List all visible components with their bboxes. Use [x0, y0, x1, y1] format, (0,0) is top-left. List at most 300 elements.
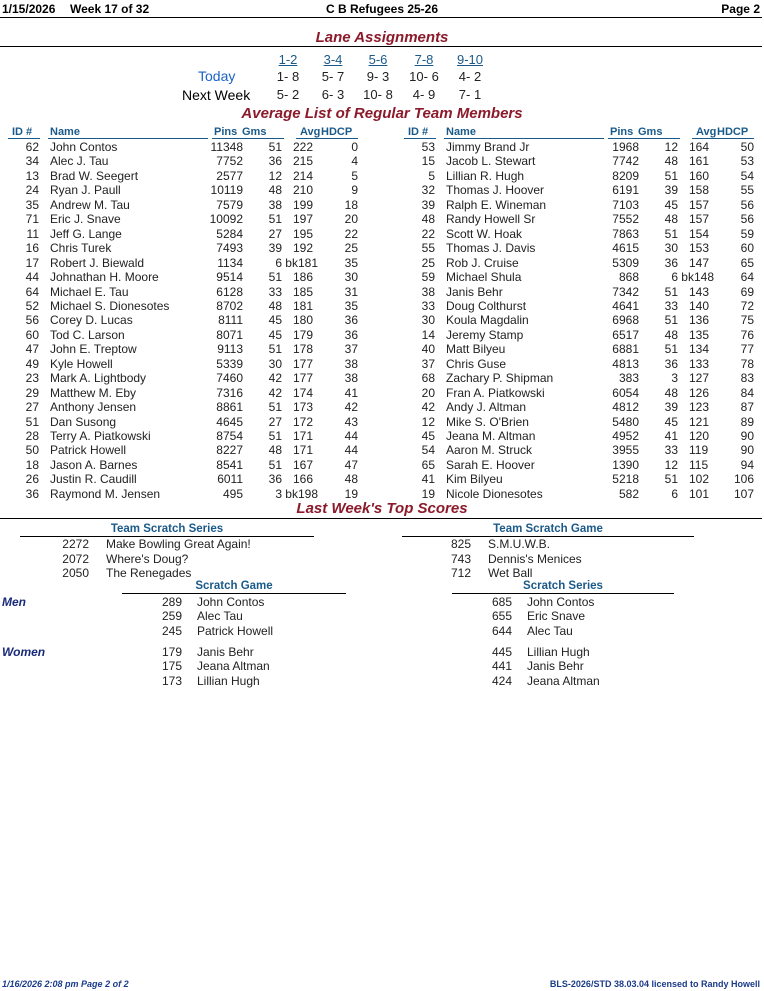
column-underline — [8, 138, 40, 139]
women-game-score: 179 — [161, 645, 182, 659]
bowler-name: Aaron M. Struck — [446, 443, 533, 458]
bowler-average: 135 — [689, 327, 710, 342]
bowler-games: 6 — [671, 270, 678, 285]
bowler-handicap: 90 — [740, 429, 754, 443]
bowler-average: 153 — [689, 241, 710, 256]
bowler-games: 33 — [664, 298, 678, 313]
id-column-header: ID # — [12, 126, 33, 138]
bowler-handicap: 76 — [740, 327, 754, 342]
bowler-average: 178 — [293, 342, 314, 357]
team-series-name: Where's Doug? — [106, 551, 189, 566]
bowler-games: 51 — [268, 270, 282, 285]
bowler-id: 52 — [25, 298, 39, 313]
bowler-id: 30 — [421, 313, 435, 328]
bowler-id: 40 — [421, 342, 435, 357]
bowler-games: 36 — [664, 356, 678, 371]
lane-pair-header: 7-8 — [414, 52, 434, 67]
table-row — [0, 299, 368, 313]
table-row — [0, 357, 368, 371]
id-column-header: ID # — [408, 126, 429, 138]
men-label: Men — [2, 595, 26, 609]
table-row — [0, 285, 368, 299]
bowler-pins: 5218 — [612, 472, 639, 487]
table-row — [396, 241, 764, 255]
bowler-handicap: 50 — [740, 140, 754, 154]
bowler-average: 199 — [293, 197, 314, 212]
bowler-games: 45 — [664, 414, 678, 429]
table-row — [0, 458, 368, 472]
bowler-name: Johnathan H. Moore — [50, 270, 159, 285]
women-game-name: Jeana Altman — [197, 659, 270, 674]
bowler-name: Kim Bilyeu — [446, 472, 503, 487]
print-info: 1/16/2026 2:08 pm Page 2 of 2 — [2, 979, 129, 989]
bowler-average: 101 — [689, 486, 710, 501]
bowler-handicap: 19 — [344, 486, 358, 501]
bowler-average: 115 — [689, 457, 709, 472]
table-row — [0, 270, 368, 284]
bowler-average: 179 — [293, 327, 314, 342]
bowler-handicap: 35 — [344, 298, 358, 313]
table-row — [0, 400, 368, 414]
table-row — [0, 415, 368, 429]
bowler-name: Jeana M. Altman — [446, 429, 536, 443]
column-underline — [608, 138, 680, 139]
bowler-games: 30 — [268, 356, 282, 371]
bowler-games: 39 — [268, 241, 282, 256]
bowler-handicap: 36 — [344, 327, 358, 342]
bowler-id: 28 — [25, 429, 39, 443]
bowler-average: 167 — [293, 457, 314, 472]
bowler-name: Thomas J. Davis — [446, 241, 536, 256]
bowler-average: 171 — [293, 429, 314, 443]
women-series-score: 424 — [491, 673, 512, 688]
lane-today-value: 9- 3 — [366, 69, 390, 84]
bowler-games: 3 — [275, 486, 282, 501]
bowler-name: Chris Turek — [50, 241, 112, 256]
table-row — [396, 154, 764, 168]
table-row — [396, 472, 764, 486]
bowler-id: 18 — [25, 457, 39, 472]
bowler-handicap: 53 — [740, 154, 754, 169]
men-series-name: Eric Snave — [527, 609, 586, 624]
bowler-id: 29 — [25, 385, 39, 400]
lane-divider — [0, 46, 762, 47]
column-underline — [296, 138, 358, 139]
bowler-id: 11 — [26, 226, 39, 241]
bowler-id: 62 — [25, 140, 39, 154]
lane-pair-header: 3-4 — [323, 52, 343, 67]
bowler-handicap: 59 — [740, 226, 754, 241]
bowler-name: Kyle Howell — [50, 356, 113, 371]
bowler-handicap: 48 — [344, 472, 358, 487]
hdcp-column-header: HDCP — [321, 126, 353, 138]
bowler-handicap: 38 — [344, 356, 358, 371]
bowler-pins: 7316 — [216, 385, 243, 400]
bowler-id: 55 — [421, 241, 435, 256]
bowler-handicap: 38 — [344, 371, 358, 386]
bowler-id: 20 — [421, 385, 435, 400]
bowler-name: Anthony Jensen — [50, 400, 137, 415]
bowler-games: 6 — [275, 255, 282, 270]
column-underline — [444, 138, 604, 139]
bowler-pins: 4813 — [612, 356, 639, 371]
bowler-pins: 6881 — [612, 342, 639, 357]
bowler-pins: 8227 — [216, 443, 243, 458]
bowler-games: 3 — [671, 371, 678, 386]
lane-today-value: 10- 6 — [409, 69, 439, 84]
bowler-handicap: 69 — [740, 284, 754, 299]
bowler-average: bk181 — [285, 255, 318, 270]
column-underline — [212, 138, 284, 139]
page-number: Page 2 — [721, 2, 760, 16]
bowler-pins: 5309 — [612, 255, 639, 270]
bowler-average: 185 — [293, 284, 314, 299]
bowler-games: 48 — [664, 154, 678, 169]
bowler-id: 59 — [421, 270, 435, 285]
bowler-handicap: 56 — [740, 212, 754, 227]
bowler-pins: 8702 — [216, 298, 243, 313]
table-row — [396, 212, 764, 226]
bowler-name: Andy J. Altman — [446, 400, 527, 415]
lane-next-value: 6- 3 — [321, 87, 345, 102]
bowler-games: 42 — [268, 371, 282, 386]
bowler-id: 14 — [421, 327, 435, 342]
bowler-id: 51 — [25, 414, 39, 429]
bowler-handicap: 18 — [344, 197, 358, 212]
bowler-average: 158 — [689, 183, 710, 198]
bowler-handicap: 4 — [351, 154, 358, 169]
bowler-average: 127 — [689, 371, 710, 386]
bowler-average: 171 — [293, 443, 314, 458]
bowler-average: 121 — [689, 414, 710, 429]
lane-next-value: 5- 2 — [276, 87, 300, 102]
bowler-id: 24 — [25, 183, 39, 198]
bowler-id: 19 — [421, 486, 435, 501]
bowler-id: 65 — [421, 457, 435, 472]
table-row — [396, 357, 764, 371]
bowler-id: 16 — [25, 241, 39, 256]
bowler-games: 51 — [268, 140, 282, 154]
bowler-handicap: 56 — [740, 197, 754, 212]
lane-next-value: 4- 9 — [412, 87, 436, 102]
bowler-name: Scott W. Hoak — [446, 226, 523, 241]
bowler-games: 41 — [664, 429, 678, 443]
bowler-id: 38 — [421, 284, 435, 299]
bowler-name: Robert J. Biewald — [50, 255, 145, 270]
bowler-average: 195 — [293, 226, 314, 241]
bowler-pins: 7342 — [612, 284, 639, 299]
bowler-name: Doug Colthurst — [446, 298, 527, 313]
bowler-pins: 582 — [618, 486, 639, 501]
bowler-games: 39 — [664, 400, 678, 415]
women-game-score: 175 — [161, 659, 182, 674]
table-row — [396, 169, 764, 183]
men-game-name: Alec Tau — [197, 609, 243, 624]
table-row — [396, 342, 764, 356]
bowler-name: Jason A. Barnes — [50, 457, 138, 472]
bowler-pins: 5284 — [216, 226, 243, 241]
bowler-name: Ryan J. Paull — [50, 183, 121, 198]
bowler-name: Tod C. Larson — [50, 327, 125, 342]
bowler-name: Fran A. Piatkowski — [446, 385, 545, 400]
bowler-pins: 6517 — [612, 327, 639, 342]
table-row — [396, 285, 764, 299]
table-row — [0, 241, 368, 255]
bowler-average: 197 — [293, 212, 314, 227]
bowler-average: 222 — [293, 140, 314, 154]
bowler-id: 22 — [421, 226, 435, 241]
table-row — [0, 371, 368, 385]
bowler-id: 44 — [25, 270, 39, 285]
bowler-games: 51 — [268, 457, 282, 472]
table-row — [396, 313, 764, 327]
bowler-id: 34 — [25, 154, 39, 169]
bowler-name: Brad W. Seegert — [50, 168, 139, 183]
table-row — [0, 313, 368, 327]
bowler-games: 12 — [268, 168, 282, 183]
bowler-games: 12 — [664, 140, 678, 154]
men-series-score: 655 — [491, 609, 512, 624]
bowler-pins: 4615 — [612, 241, 639, 256]
table-row — [0, 342, 368, 356]
bowler-pins: 6011 — [217, 472, 243, 487]
bowler-id: 23 — [25, 371, 39, 386]
women-game-name: Janis Behr — [197, 645, 254, 659]
license-info: BLS-2026/STD 38.03.04 licensed to Randy Howell — [549, 979, 760, 989]
women-series-score: 441 — [491, 659, 512, 674]
team-game-name: S.M.U.W.B. — [488, 537, 551, 551]
table-row — [396, 270, 764, 284]
bowler-average: 136 — [689, 313, 710, 328]
bowler-pins: 7752 — [216, 154, 243, 169]
top-scores-divider — [0, 518, 762, 519]
bowler-name: Raymond M. Jensen — [50, 486, 161, 501]
bowler-average: 123 — [689, 400, 710, 415]
bowler-average: 173 — [293, 400, 314, 415]
bowler-handicap: 106 — [733, 472, 754, 487]
bowler-handicap: 55 — [740, 183, 754, 198]
bowler-pins: 4641 — [612, 298, 639, 313]
bowler-name: Michael E. Tau — [50, 284, 129, 299]
bowler-average: 120 — [689, 429, 710, 443]
lane-assignments-title: Lane Assignments — [315, 29, 449, 46]
bowler-games: 51 — [268, 400, 282, 415]
women-series-name: Janis Behr — [527, 659, 584, 674]
bowler-name: John E. Treptow — [50, 342, 137, 357]
table-row — [0, 212, 368, 226]
bowler-games: 45 — [268, 313, 282, 328]
bowler-name: Dan Susong — [50, 414, 117, 429]
men-series-score: 685 — [491, 595, 512, 609]
bowler-pins: 2577 — [216, 168, 243, 183]
bowler-handicap: 60 — [740, 241, 754, 256]
bowler-id: 32 — [421, 183, 435, 198]
bowler-average: 192 — [293, 241, 314, 256]
lane-today-value: 1- 8 — [276, 69, 300, 84]
table-row — [0, 140, 368, 154]
bowler-id: 47 — [25, 342, 39, 357]
bowler-pins: 4952 — [612, 429, 639, 443]
avg-column-header: Avg — [300, 126, 321, 138]
table-row — [0, 154, 368, 168]
bowler-average: 147 — [689, 255, 710, 270]
team-game-score: 825 — [450, 537, 471, 551]
bowler-pins: 383 — [618, 371, 639, 386]
bowler-handicap: 65 — [740, 255, 754, 270]
bowler-handicap: 44 — [344, 443, 358, 458]
bowler-pins: 9514 — [216, 270, 243, 285]
bowler-handicap: 44 — [344, 429, 358, 443]
table-row — [0, 198, 368, 212]
bowler-id: 54 — [421, 443, 435, 458]
bowler-handicap: 31 — [344, 284, 358, 299]
pins-column-header: Pins — [610, 126, 634, 138]
team-game-name: Dennis's Menices — [488, 551, 582, 566]
today-label: Today — [198, 68, 236, 84]
table-row — [0, 227, 368, 241]
bowler-name: Mark A. Lightbody — [50, 371, 147, 386]
table-row — [0, 169, 368, 183]
pins-column-header: Pins — [214, 126, 238, 138]
men-game-score: 245 — [161, 623, 182, 638]
lane-today-value: 4- 2 — [458, 69, 482, 84]
bowler-pins: 1134 — [217, 255, 243, 270]
column-underline — [692, 138, 754, 139]
bowler-average: 181 — [293, 298, 314, 313]
bowler-handicap: 83 — [740, 371, 754, 386]
bowler-id: 41 — [421, 472, 435, 487]
team-series-score: 2072 — [62, 551, 89, 566]
average-list-title: Average List of Regular Team Members — [241, 105, 523, 122]
games-column-header: Gms — [638, 126, 663, 138]
team-game-name: Wet Ball — [488, 566, 533, 580]
team-series-score: 2050 — [62, 566, 89, 580]
women-series-name: Lillian Hugh — [527, 645, 590, 659]
bowler-handicap: 78 — [740, 356, 754, 371]
bowler-handicap: 84 — [740, 385, 754, 400]
table-row — [396, 371, 764, 385]
bowler-id: 53 — [421, 140, 435, 154]
bowler-handicap: 20 — [344, 212, 358, 227]
bowler-name: Lillian R. Hugh — [446, 168, 525, 183]
bowler-pins: 6968 — [612, 313, 639, 328]
bowler-average: 157 — [689, 197, 710, 212]
lane-pair-header: 9-10 — [456, 52, 484, 67]
bowler-games: 39 — [664, 183, 678, 198]
scratch-series-title: Scratch Series — [523, 580, 603, 592]
bowler-average: 174 — [293, 385, 314, 400]
bowler-name: Janis Behr — [446, 284, 503, 299]
bowler-games: 36 — [268, 154, 282, 169]
bowler-handicap: 22 — [344, 226, 358, 241]
women-game-score: 173 — [161, 673, 182, 688]
bowler-handicap: 94 — [740, 457, 754, 472]
bowler-handicap: 41 — [344, 385, 358, 400]
bowler-games: 33 — [268, 284, 282, 299]
lane-next-value: 10- 8 — [363, 87, 393, 102]
bowler-games: 33 — [664, 443, 678, 458]
bowler-games: 51 — [268, 342, 282, 357]
bowler-pins: 1968 — [612, 140, 639, 154]
table-row — [0, 443, 368, 457]
bowler-pins: 9113 — [217, 342, 243, 357]
bowler-average: 140 — [689, 298, 710, 313]
bowler-name: Sarah E. Hoover — [446, 457, 535, 472]
bowler-id: 25 — [421, 255, 435, 270]
bowler-name: Thomas J. Hoover — [446, 183, 545, 198]
bowler-id: 5 — [428, 168, 435, 183]
league-name: C B Refugees 25-26 — [325, 2, 439, 16]
bowler-games: 38 — [268, 197, 282, 212]
bowler-id: 64 — [25, 284, 39, 299]
bowler-pins: 10092 — [209, 212, 243, 227]
bowler-name: Matthew M. Eby — [50, 385, 137, 400]
table-row — [0, 328, 368, 342]
bowler-handicap: 36 — [344, 313, 358, 328]
bowler-pins: 8071 — [216, 327, 243, 342]
bowler-handicap: 5 — [351, 168, 358, 183]
table-row — [396, 183, 764, 197]
bowler-average: 133 — [689, 356, 710, 371]
bowler-average: bk148 — [681, 270, 714, 285]
scratch-game-title: Scratch Game — [195, 580, 273, 592]
bowler-handicap: 30 — [344, 270, 358, 285]
lane-pair-header: 5-6 — [368, 52, 388, 67]
bowler-pins: 8754 — [216, 429, 243, 443]
women-label: Women — [2, 645, 46, 659]
team-scratch-game-title: Team Scratch Game — [493, 523, 603, 535]
table-row — [0, 429, 368, 443]
bowler-average: 214 — [293, 168, 314, 183]
header-divider — [0, 17, 762, 18]
bowler-name: Randy Howell Sr — [446, 212, 536, 227]
team-series-name: Make Bowling Great Again! — [106, 537, 251, 551]
bowler-name: Michael Shula — [446, 270, 522, 285]
bowler-pins: 7103 — [612, 197, 639, 212]
bowler-name: Eric J. Snave — [50, 212, 121, 227]
bowler-pins: 3955 — [612, 443, 639, 458]
bowler-id: 35 — [25, 197, 39, 212]
bowler-handicap: 90 — [740, 443, 754, 458]
table-row — [396, 415, 764, 429]
bowler-average: 154 — [689, 226, 710, 241]
report-date: 1/15/2026 — [2, 2, 56, 16]
bowler-pins: 495 — [222, 486, 243, 501]
week-label: Week 17 of 32 — [70, 2, 150, 16]
table-row — [0, 256, 368, 270]
bowler-pins: 7493 — [216, 241, 243, 256]
bowler-games: 48 — [268, 183, 282, 198]
bowler-games: 27 — [268, 414, 282, 429]
bowler-average: 102 — [689, 472, 710, 487]
men-series-score: 644 — [491, 623, 512, 638]
bowler-games: 6 — [671, 486, 678, 501]
bowler-name: Jimmy Brand Jr — [446, 140, 530, 154]
bowler-pins: 8541 — [216, 457, 243, 472]
bowler-games: 51 — [664, 342, 678, 357]
bowler-average: 177 — [293, 356, 314, 371]
bowler-id: 26 — [25, 472, 39, 487]
men-series-name: John Contos — [527, 595, 595, 609]
bowler-name: Jeremy Stamp — [446, 327, 524, 342]
bowler-pins: 5339 — [216, 356, 243, 371]
bowler-games: 36 — [268, 472, 282, 487]
bowler-average: 157 — [689, 212, 710, 227]
bowler-average: 160 — [689, 168, 710, 183]
next-week-label: Next Week — [182, 87, 251, 103]
bowler-id: 17 — [25, 255, 39, 270]
bowler-handicap: 43 — [344, 414, 358, 429]
